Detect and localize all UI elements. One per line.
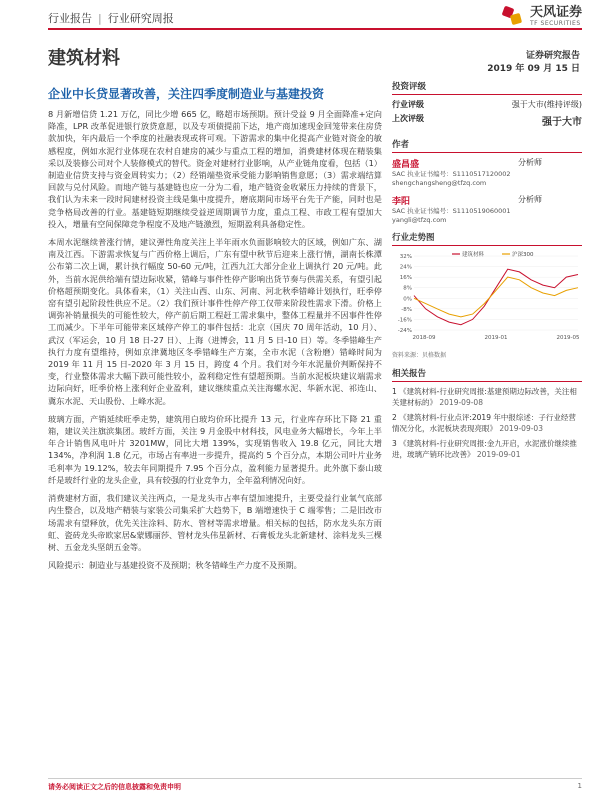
y-tick-label: -8% bbox=[401, 306, 412, 313]
author-sac: SAC 执业证书编号：S1110519060001 bbox=[392, 207, 511, 215]
series-line-2 bbox=[414, 277, 578, 317]
related-report-date: 2019-09-01 bbox=[476, 450, 521, 459]
y-tick-label: -24% bbox=[397, 328, 412, 334]
related-report-date: 2019-09-08 bbox=[439, 398, 483, 407]
subcategory-label: 行业研究周报 bbox=[107, 12, 174, 25]
y-tick-label: 0% bbox=[403, 296, 412, 303]
category-separator: | bbox=[98, 11, 102, 25]
logo-icon bbox=[501, 4, 525, 28]
report-date: 2019 年 09 月 15 日 bbox=[487, 64, 580, 74]
report-category bbox=[48, 10, 174, 26]
x-tick-label: 2019-05 bbox=[556, 335, 580, 341]
paragraph-4: 消费建材方面，我们建议关注两点，一是龙头市占率有望加速提升，主要受益行业氧气底部内生整合，以及地产精装与家装公司集采扩大趋势下，B 端增速快于 C 端零售；二是旧改市场需求有望释放，优先关注涂料、防水、管材等需求增量。相关标的包括，防水龙头东方雨虹、瓷砖龙头帝欧家居&蒙娜丽莎、管材龙头伟星新材、石膏板龙头北新建材、涂料龙头三棵树、五金龙头坚朗五金等。 bbox=[48, 493, 382, 552]
chart-source: 资料来源：贝格数据 bbox=[392, 352, 447, 359]
prev-rating-label: 上次评级 bbox=[392, 114, 424, 123]
sidebar bbox=[392, 80, 582, 464]
logo-en: TF SECURITIES bbox=[529, 19, 581, 27]
author-name: 李阳 bbox=[392, 197, 411, 207]
broker-logo bbox=[501, 4, 582, 28]
main-column bbox=[48, 86, 382, 577]
header-divider bbox=[48, 28, 582, 30]
y-tick-label: 8% bbox=[403, 285, 412, 292]
industry-rating bbox=[392, 99, 582, 110]
related-report-text: 3 《建筑材料-行业研究周报:金九开启，水泥涨价继续推进，玻璃产销环比改善》 bbox=[392, 439, 577, 459]
trend-title: 行业走势图 bbox=[392, 231, 582, 246]
prev-rating-value: 强于大市 bbox=[542, 117, 582, 128]
author-sac: SAC 执业证书编号：S1110517120002 bbox=[392, 170, 511, 178]
author-email[interactable]: shengchangsheng@tfzq.com bbox=[392, 179, 487, 187]
legend-label: 建筑材料 bbox=[462, 252, 485, 258]
author-1 bbox=[392, 157, 582, 188]
related-report-3[interactable] bbox=[392, 438, 582, 460]
category-label: 行业报告 bbox=[48, 12, 92, 25]
x-tick-label: 2018-09 bbox=[412, 335, 436, 341]
trend-chart-svg bbox=[392, 250, 582, 346]
y-tick-label: 16% bbox=[399, 275, 412, 282]
industry-rating-label: 行业评级 bbox=[392, 100, 424, 109]
page-number: 1 bbox=[577, 782, 582, 790]
risk-note: 风险提示：制造业与基建投资不及预期；秋冬错峰生产力度不及预期。 bbox=[48, 560, 302, 571]
prev-rating bbox=[392, 113, 582, 128]
related-report-1[interactable] bbox=[392, 386, 582, 408]
rating-title: 投资评级 bbox=[392, 80, 582, 95]
series-line-1 bbox=[414, 269, 578, 325]
related-report-text: 2 《建筑材料-行业点评:2019 年中报综述：子行业经营情况分化，水泥板块表现亮眼》 bbox=[392, 413, 576, 433]
legend-label: 沪深300 bbox=[512, 252, 534, 258]
author-name: 盛昌盛 bbox=[392, 160, 420, 170]
y-tick-label: 32% bbox=[399, 254, 412, 260]
x-tick-label: 2019-01 bbox=[484, 335, 508, 341]
author-role: 分析师 bbox=[518, 195, 542, 204]
authors-title: 作者 bbox=[392, 138, 582, 153]
author-email[interactable]: yangli@tfzq.com bbox=[392, 216, 447, 224]
trend-chart bbox=[392, 250, 582, 346]
paragraph-3: 玻璃方面，产销延续旺季走势，建筑用白玻均价环比提升 13 元，行业库存环比下降 21 重箱，建议关注旗滨集团。玻纤方面，关注 9 月金股中材科技，风电业务大幅增长，今年上半年合计销售风电叶片 3201MW，同比大增 139%，实现销售收入 19.8 亿元，同比大增 134%，净利润 1.8 亿元，市场占有率进一步提升，提高约 5 个百分点，本期公司叶片业务毛利率为 19.12%，较去年同期提升 7.95 个百分点，盈利能力显著提升。此外旗下泰山玻纤是玻纤行业的龙头企业，具有较强的行业竞争力，全年盈利情况向好。 bbox=[48, 413, 382, 485]
related-report-text: 1 《建筑材料-行业研究周报:基建预期边际改善，关注相关建材标的》 bbox=[392, 387, 577, 407]
paragraph-2: 本周水泥继续普涨行情，建议弹性角度关注上半年雨水负面影响较大的区域，例如广东、湖南及江西。下游需求恢复与广西价格上调后，广东有望中秋节后迎来上涨行情，湖南长株潭公布第二次上调，累计执行幅度 50-60 元/吨，江西九江大部分企业上调执行 20 元/吨。此外，当前水泥供给端有望边际收紧，错峰与事件性停产影响出货节奏与供需关系，有望引起价格超预期变化。具体看来，（1）关注山西、山东、河南、河北秋季错峰计划执行，旺季停窑有望引起阶段性供应不足。（2）我们预计事件性停产停工仅带来阶段性需求下滑。价格上调弥补销量损失的可能性较大，停产前后期工程赶工需求集中，整体工程量并不因事件性停工而减少。下半年可能带来区域停产停工的事件包括：北京（国庆 70 周年活动，10 月）、武汉（军运会，10 月 18 日-27 日）、上海（进博会，11 月 5 日-10 日）等。冬季错峰生产执行力度有望维持，例如京津冀地区冬季错峰生产方案，全市水泥（含粉磨）错峰时间为 2019 年 11 月 15 日-2020 年 3 月 15 日，跨度 4 个月。我们对今年水泥量价判断保持不变，行业整体需求大幅下跌可能性较小，盈利稳定性有望超预期。当前水泥板块建议端需求边际向好，旺季价格上涨利好企业盈利，建议继续重点关注海螺水泥、华新水泥、祁连山、冀东水泥、天山股份、上峰水泥。 bbox=[48, 237, 382, 406]
related-title: 相关报告 bbox=[392, 367, 582, 382]
author-role: 分析师 bbox=[518, 158, 542, 167]
report-type: 证券研究报告 bbox=[525, 51, 580, 61]
related-report-2[interactable] bbox=[392, 412, 582, 434]
y-tick-label: -16% bbox=[397, 317, 412, 324]
page-title: 建筑材料 bbox=[48, 48, 120, 69]
industry-rating-value: 强于大市(维持评级) bbox=[511, 100, 582, 109]
author-2 bbox=[392, 194, 582, 225]
logo-cn: 天风证券 bbox=[529, 4, 582, 20]
footer bbox=[48, 778, 582, 792]
paragraph-1: 8 月新增信贷 1.21 万亿，同比少增 665 亿，略超市场预期。预计受益 9 月全面降准+定向降准，LPR 改革促进银行放贷意愿，以及专项债提前下达，地产商加速现金回笼带来住房贷款加快，年内最后一个季度的社融表现或将可观。下游需求的集中化提高产业链对资金的敏感程度，例如水泥行业体现在农村自建房的减少与重点工程的增加，消费建材体现在精装集采以及装修公司对个人装修模式的替代。资金对建材行业影响，从产业链角度看，包括（1）制造业信贷支持与资金周转实力；（2）经销端垫资承受能力影响销售意愿；（3）需求端结算回款与兑付风险。而地产链与基建链也应一分为二看，地产链资金收紧压力持续的背景下，我们认为未来一段时间建材投资主线是集中度提升，磨底期间市场平台先于产能，同时也是竞争格局改善的行业。基建链短期继续受益逆周期调节力度，重点工程、市政工程有望加大投入，增量有空间保障竞争程度不及地产链激烈，短期盈利具备稳定性。 bbox=[48, 109, 382, 229]
disclaimer: 请务必阅读正文之后的信息披露和免责申明 bbox=[48, 783, 181, 791]
y-tick-label: 24% bbox=[399, 264, 412, 271]
related-report-date: 2019-09-03 bbox=[499, 424, 543, 433]
headline: 企业中长贷显著改善，关注四季度制造业与基建投资 bbox=[48, 87, 325, 101]
